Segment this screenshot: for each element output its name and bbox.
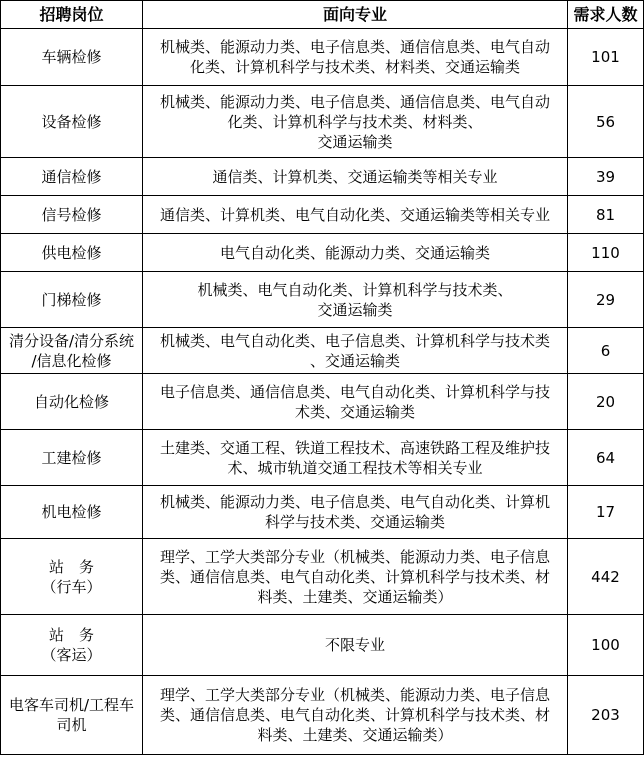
cell-position [1, 196, 143, 234]
cell-majors [143, 328, 568, 374]
cell-position [1, 539, 143, 615]
cell-count: 101 [568, 29, 644, 86]
cell-majors [143, 196, 568, 234]
cell-majors [143, 86, 568, 158]
cell-count: 39 [568, 158, 644, 196]
majors-text: 机械类、能源动力类、电子信息类、电气自动化类、计算机 [159, 493, 550, 511]
table-row [1, 29, 644, 86]
majors-text: 类、通信信息类、电气自动化类、计算机科学与技术类、材 [159, 567, 550, 586]
position-text: 供电检修 [41, 243, 102, 262]
majors-text: 土建类、交通工程、铁道工程技术、高速铁路工程及维护技 [159, 438, 550, 457]
table-row [1, 486, 644, 539]
position-text: 站 务 [48, 557, 94, 576]
majors-text: 类、通信信息类、电气自动化类、计算机科学与技术类、材 [159, 706, 550, 724]
majors-text: 理学、工学大类部分专业（机械类、能源动力类、电子信息 [159, 686, 550, 704]
cell-count: 100 [568, 615, 644, 676]
table-row [1, 328, 644, 374]
table-row [1, 196, 644, 234]
cell-count: 56 [568, 86, 644, 158]
table-row [1, 615, 644, 676]
majors-text: 术、城市轨道交通工程技术等相关专业 [227, 458, 483, 477]
cell-count: 20 [568, 374, 644, 430]
position-text: （客运） [41, 646, 102, 664]
position-text: 电客车司机/工程车 [8, 696, 135, 714]
majors-text: 交通运输类 [317, 132, 393, 151]
majors-text: 化类、计算机科学与技术类、材料类、 [227, 112, 483, 131]
cell-count: 442 [568, 539, 644, 615]
position-text: （行车） [41, 577, 102, 596]
position-text: 门梯检修 [41, 290, 102, 309]
table-row [1, 234, 644, 272]
table-row [1, 676, 644, 755]
majors-text: 机械类、电气自动化类、电子信息类、计算机科学与技术类 [159, 331, 550, 350]
table-row [1, 86, 644, 158]
majors-text: 、交通运输类 [309, 351, 400, 370]
cell-position [1, 486, 143, 539]
cell-position [1, 328, 143, 374]
cell-position [1, 29, 143, 86]
majors-text: 术类、交通运输类 [294, 402, 415, 421]
header-count: 需求人数 [568, 1, 644, 29]
table-row [1, 158, 644, 196]
position-text: 清分设备/清分系统 [8, 331, 135, 350]
position-text: 设备检修 [41, 112, 102, 131]
cell-majors [143, 234, 568, 272]
table-body [1, 29, 644, 755]
majors-text: 机械类、能源动力类、电子信息类、通信信息类、电气自动 [159, 38, 550, 56]
position-text: /信息化检修 [31, 351, 112, 370]
majors-text: 料类、土建类、交通运输类） [257, 587, 453, 606]
cell-count: 203 [568, 676, 644, 755]
cell-position [1, 158, 143, 196]
position-text: 车辆检修 [41, 48, 102, 66]
majors-text: 交通运输类 [317, 300, 393, 319]
cell-count: 6 [568, 328, 644, 374]
cell-majors [143, 676, 568, 755]
position-text: 机电检修 [41, 503, 102, 521]
majors-text: 通信类、计算机类、交通运输类等相关专业 [212, 167, 498, 186]
cell-majors [143, 29, 568, 86]
cell-majors [143, 158, 568, 196]
cell-majors [143, 539, 568, 615]
cell-position [1, 374, 143, 430]
table-row [1, 374, 644, 430]
cell-majors [143, 486, 568, 539]
position-text: 站 务 [48, 626, 94, 644]
cell-majors [143, 272, 568, 328]
cell-position [1, 676, 143, 755]
cell-count: 110 [568, 234, 644, 272]
cell-count: 81 [568, 196, 644, 234]
cell-position [1, 234, 143, 272]
cell-count: 17 [568, 486, 644, 539]
majors-text: 电子信息类、通信信息类、电气自动化类、计算机科学与技 [159, 382, 550, 401]
cell-position [1, 615, 143, 676]
table-row [1, 539, 644, 615]
header-majors: 面向专业 [143, 1, 568, 29]
position-text: 自动化检修 [33, 392, 109, 411]
majors-text: 电气自动化类、能源动力类、交通运输类 [219, 243, 490, 262]
cell-majors [143, 430, 568, 486]
majors-text: 机械类、电气自动化类、计算机科学与技术类、 [197, 280, 513, 299]
position-text: 通信检修 [41, 167, 102, 186]
cell-majors [143, 374, 568, 430]
cell-count: 64 [568, 430, 644, 486]
cell-count: 29 [568, 272, 644, 328]
majors-text: 不限专业 [324, 636, 385, 654]
cell-position [1, 86, 143, 158]
cell-position [1, 272, 143, 328]
majors-text: 料类、土建类、交通运输类） [257, 726, 453, 744]
majors-text: 理学、工学大类部分专业（机械类、能源动力类、电子信息 [159, 547, 550, 566]
header-position: 招聘岗位 [1, 1, 143, 29]
cell-majors [143, 615, 568, 676]
table-row [1, 430, 644, 486]
majors-text: 机械类、能源动力类、电子信息类、通信信息类、电气自动 [159, 92, 550, 111]
position-text: 司机 [56, 716, 87, 734]
majors-text: 通信类、计算机类、电气自动化类、交通运输类等相关专业 [159, 205, 550, 224]
position-text: 工建检修 [41, 448, 102, 467]
header-row [1, 1, 644, 29]
majors-text: 化类、计算机科学与技术类、材料类、交通运输类 [189, 58, 520, 76]
cell-position [1, 430, 143, 486]
table-row [1, 272, 644, 328]
majors-text: 科学与技术类、交通运输类 [264, 513, 445, 531]
position-text: 信号检修 [41, 205, 102, 224]
